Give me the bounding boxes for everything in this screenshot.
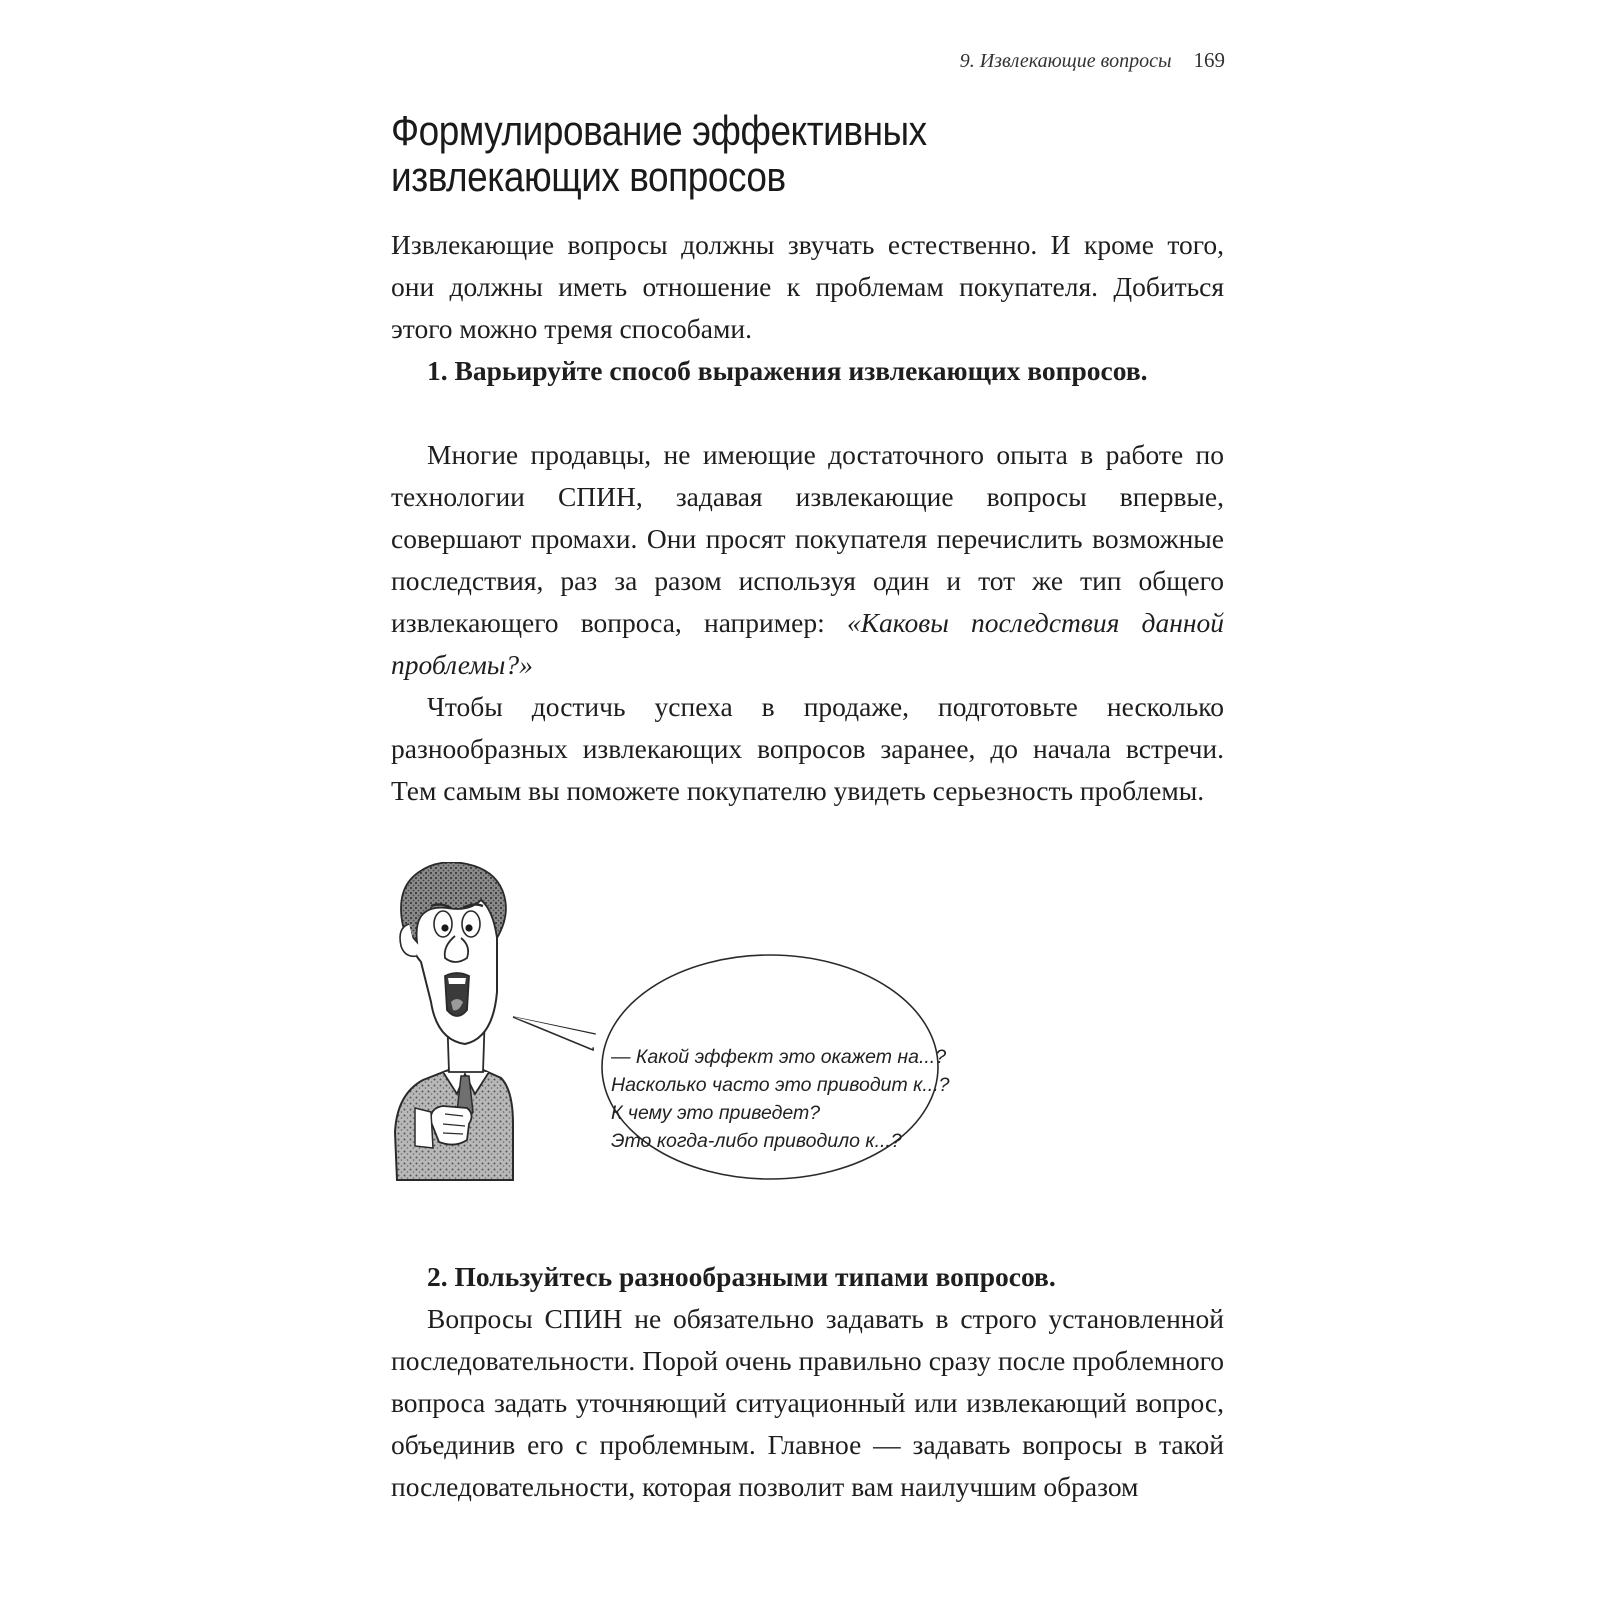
tip-1-heading: 1. Варьируйте способ выражения извлекающих вопросов. [427, 355, 1148, 386]
chapter-title: 9. Извлекающие вопросы [959, 50, 1172, 72]
bubble-line: Это когда-либо приводило к...? [611, 1130, 902, 1152]
tip-1-paragraph-1-text: Многие продавцы, не имеющие достаточного опыта в работе по технологии СПИН, задавая извлекающие вопросы впервые, совершают промахи. Они просят покупателя перечислить возможные последствия, раз за разом используя один и тот же тип общего извлекающего вопроса, например: [391, 439, 1224, 638]
salesman-head [400, 862, 506, 1044]
intro-paragraph: Извлекающие вопросы должны звучать естественно. И кроме того, они должны иметь отношение к проблемам покупателя. Добиться этого можно тремя способами. [391, 229, 1224, 344]
speech-bubble-text [611, 1043, 950, 1155]
example-question-quote: «Каковы последствия данной проблемы?» [391, 607, 1224, 680]
bubble-line: К чему это приведет? [611, 1102, 821, 1124]
salesman-body [395, 1069, 513, 1180]
tip-2-heading: 2. Пользуйтесь разнообразными типами вопросов. [427, 1261, 1056, 1292]
section-title-line-1: Формулирование эффективных [391, 107, 927, 154]
tip-2-paragraph: Вопросы СПИН не обязательно задавать в строго установленной последовательности. Порой очень правильно сразу после проблемного вопроса задать уточняющий ситуационный или извлекающий вопрос, объединив его с проблемным. Главное — задавать вопросы в такой последовательности, которая позволит вам наилучшим образом [391, 1303, 1224, 1502]
section-title [391, 108, 1121, 200]
tip-1-paragraph-2: Чтобы достичь успеха в продаже, подготовьте несколько разнообразных извлекающих вопросов заранее, до начала встречи. Тем самым вы поможете покупателю увидеть серьезность проблемы. [391, 691, 1224, 806]
running-header [800, 48, 1225, 73]
bubble-line: — Какой эффект это окажет на...? [611, 1046, 947, 1068]
bubble-line: Насколько часто это приводит к...? [611, 1074, 950, 1096]
tip-1-paragraph-1 [391, 434, 1224, 686]
section-title-line-2: извлекающих вопросов [391, 153, 786, 200]
salesman-illustration [385, 862, 965, 1222]
page-number: 169 [1193, 48, 1225, 72]
